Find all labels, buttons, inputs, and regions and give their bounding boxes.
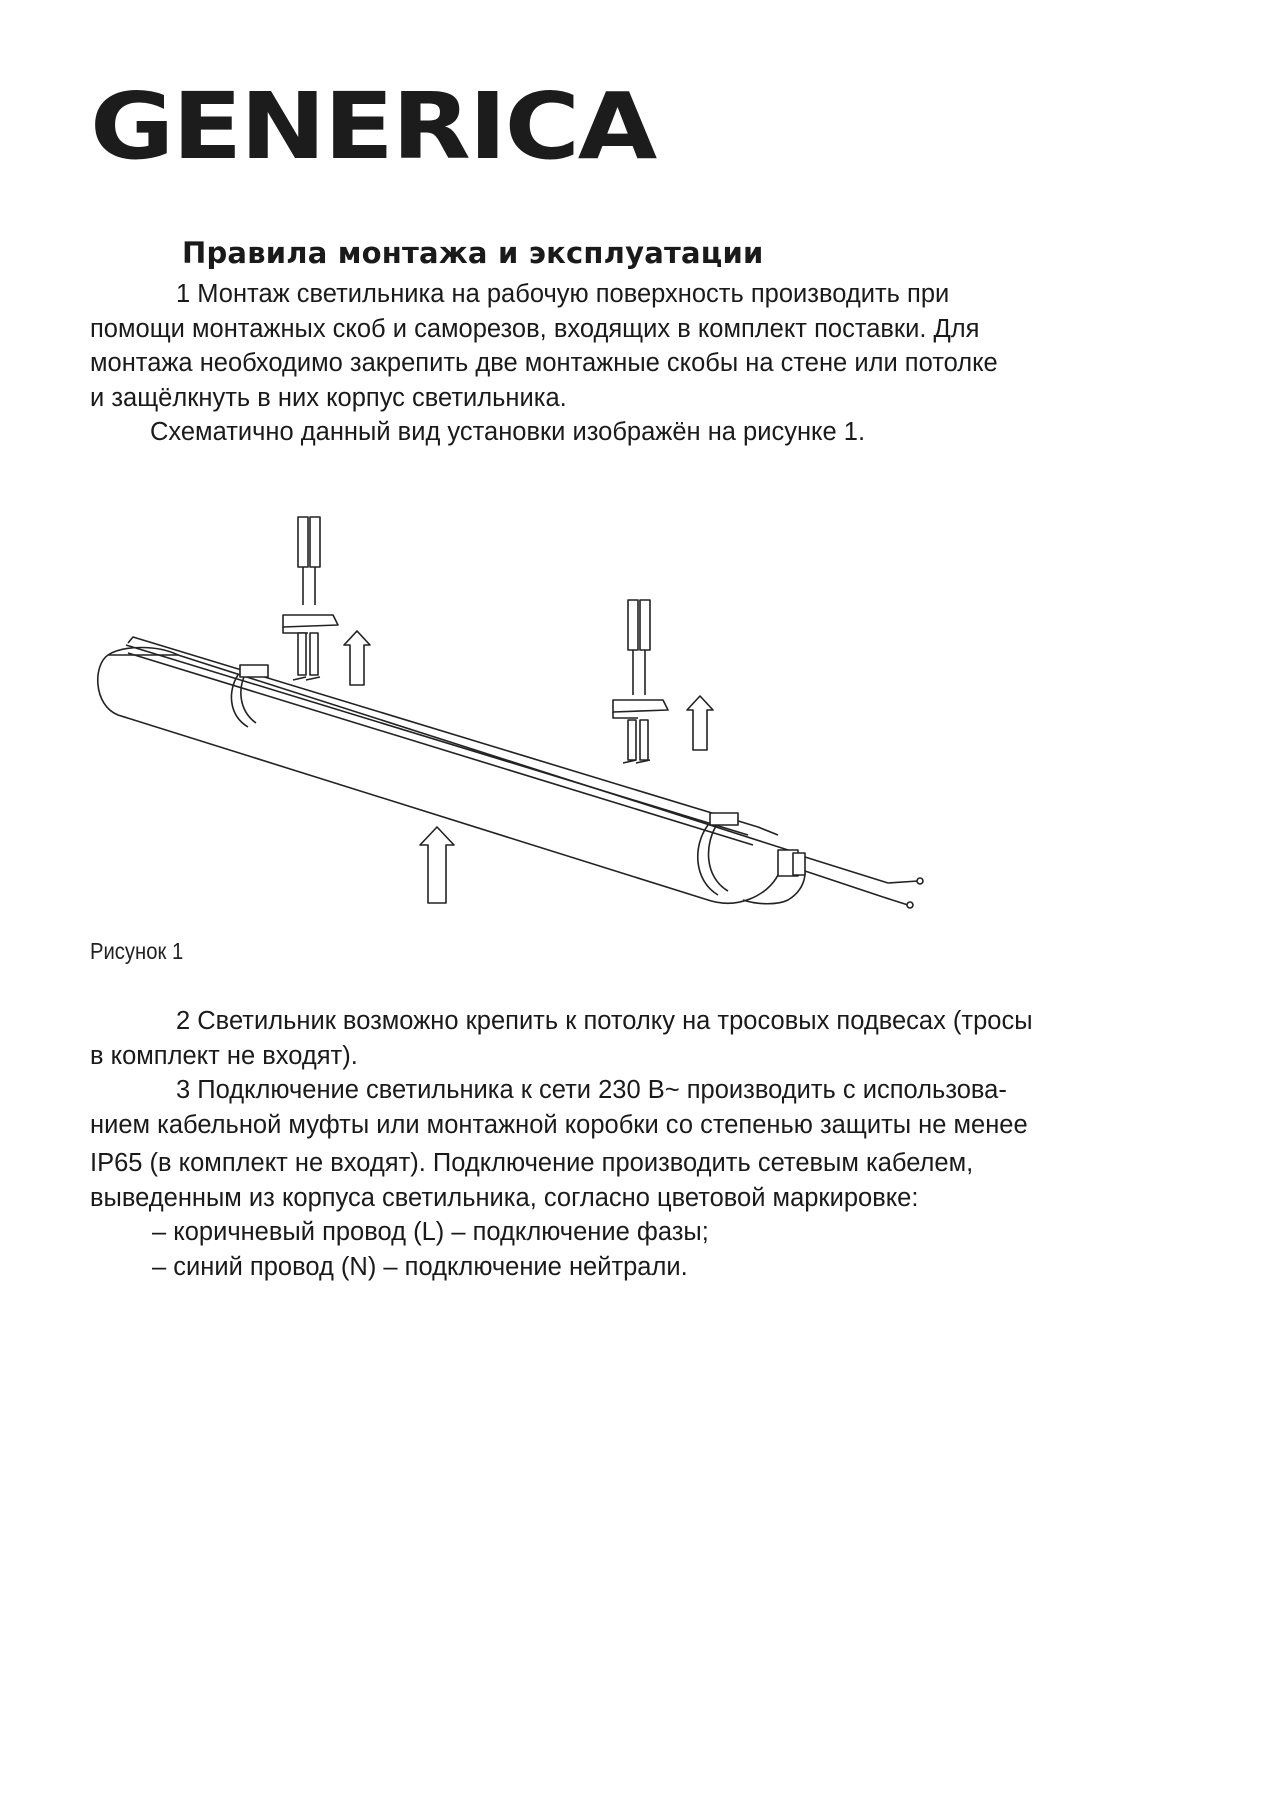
paragraph-line: в комплект не входят). (90, 1041, 358, 1070)
svg-text:GENERICA: GENERICA (90, 78, 657, 170)
wiring-list-item-blue: – синий провод (N) – подключение нейтрали. (152, 1252, 688, 1281)
luminaire-mounting-illustration (88, 505, 948, 925)
paragraph-line: и защёлкнуть в них корпус светильника. (90, 383, 567, 412)
paragraph-line: помощи монтажных скоб и саморезов, входящих в комплект поставки. Для (90, 314, 980, 343)
paragraph-line: монтажа необходимо закрепить две монтажные скобы на стене или потолке (90, 349, 998, 377)
paragraph-3 (90, 1073, 1190, 1284)
paragraph-line: 2 Светильник возможно крепить к потолку на тросовых подвесах (тросы (176, 1007, 1033, 1035)
paragraph-1 (90, 277, 1190, 450)
paragraph-line: 3 Подключение светильника к сети 230 В~ производить с использова- (176, 1076, 1007, 1104)
figure-1-installation-diagram (88, 505, 948, 925)
paragraph-2 (90, 1004, 1190, 1073)
section-heading: Правила монтажа и эксплуатации (182, 236, 764, 270)
figure-caption: Рисунок 1 (90, 938, 184, 964)
paragraph-line: IP65 (в комплект не входят). Подключение производить сетевым кабелем, (90, 1149, 974, 1177)
wiring-list-item-brown: – коричневый провод (L) – подключение фазы; (152, 1218, 709, 1246)
generica-logo-icon (90, 78, 660, 170)
paragraph-line: Схематично данный вид установки изображён на рисунке 1. (150, 418, 866, 446)
paragraph-line: 1 Монтаж светильника на рабочую поверхность производить при (176, 280, 950, 308)
paragraph-line: нием кабельной муфты или монтажной коробки со степенью защиты не менее (90, 1110, 1028, 1139)
paragraph-line: выведенным из корпуса светильника, согласно цветовой маркировке: (90, 1183, 919, 1212)
brand-logo (90, 78, 660, 170)
